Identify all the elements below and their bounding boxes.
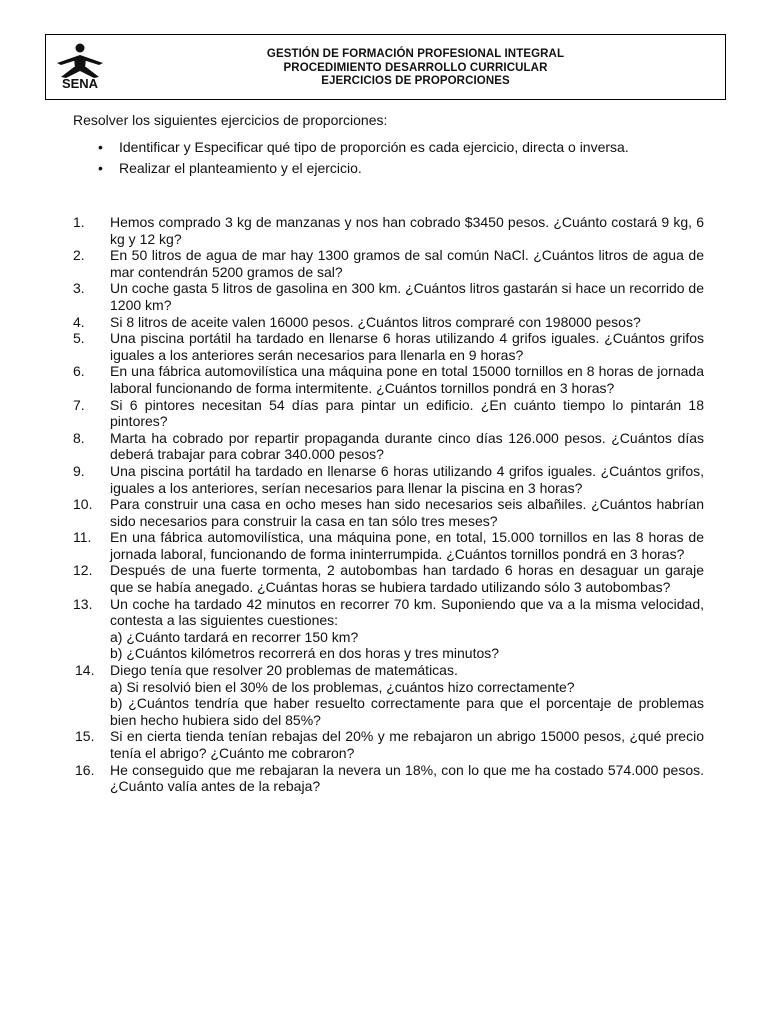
header-line-3: EJERCICIOS DE PROPORCIONES — [321, 75, 510, 87]
exercise-number: 10. — [73, 496, 93, 513]
exercise-text: Una piscina portátil ha tardado en llenarse 6 horas utilizando 4 grifos iguales. ¿Cuántos grifos iguales a los anteriores serán necesarios para llenarla en 9 horas? — [110, 330, 704, 363]
exercise-subquestion: a) Si resolvió bien el 30% de los problemas, ¿cuántos hizo correctamente? — [110, 678, 575, 695]
exercise-item — [73, 214, 704, 247]
exercise-text: Diego tenía que resolver 20 problemas de matemáticas. — [110, 662, 458, 679]
exercise-subquestion: a) ¿Cuánto tardará en recorrer 150 km? — [110, 628, 359, 645]
exercise-item — [73, 397, 704, 430]
exercise-item — [73, 247, 704, 280]
exercise-item — [73, 662, 704, 728]
intro-text: Resolver los siguientes ejercicios de proporciones: — [73, 112, 388, 128]
instruction-item: • Identificar y Especificar qué tipo de proporción es cada ejercicio, directa o inversa. — [96, 139, 629, 156]
exercise-item — [73, 728, 704, 761]
exercise-text: En 50 litros de agua de mar hay 1300 gramos de sal común NaCl. ¿Cuántos litros de agua de mar contendrán 5200 gramos de sal? — [110, 247, 704, 280]
exercise-text: Una piscina portátil ha tardado en llenarse 6 horas utilizando 4 grifos iguales. ¿Cuántos grifos, iguales a los anteriores, serían necesarios para llenar la piscina en 3 horas? — [110, 462, 704, 496]
exercise-number: 15. — [75, 728, 95, 745]
header-title — [136, 48, 695, 89]
document-header — [45, 34, 726, 100]
exercise-text: Para construir una casa en ocho meses han sido necesarios seis albañiles. ¿Cuántos habrían sido necesarios para construir la casa en tan sólo tres meses? — [110, 496, 704, 529]
exercise-number: 14. — [75, 662, 95, 679]
exercise-text: Un coche gasta 5 litros de gasolina en 300 km. ¿Cuántos litros gastarán si hace un recorrido de 1200 km? — [110, 280, 704, 313]
exercise-text: Un coche ha tardado 42 minutos en recorrer 70 km. Suponiendo que va a la misma velocidad, contesta a las siguientes cuestiones: — [110, 595, 704, 629]
exercise-number: 8. — [73, 429, 85, 446]
exercise-item — [73, 463, 704, 496]
instruction-item: • Realizar el planteamiento y el ejercicio. — [96, 160, 629, 177]
sena-logo-icon — [49, 41, 111, 91]
exercise-item — [73, 430, 704, 463]
exercise-text: Hemos comprado 3 kg de manzanas y nos han cobrado $3450 pesos. ¿Cuánto costará 9 kg, 6 kg y 12 kg? — [110, 214, 704, 247]
exercise-item — [73, 314, 704, 331]
exercise-number: 3. — [73, 280, 85, 297]
exercise-text: Si en cierta tienda tenían rebajas del 20% y me rebajaron un abrigo 15000 pesos, ¿qué precio tenía el abrigo? ¿Cuánto me cobraron? — [110, 728, 704, 761]
exercise-item — [73, 562, 704, 595]
exercise-item — [73, 596, 704, 662]
exercise-text: Si 8 litros de aceite valen 16000 pesos. ¿Cuántos litros compraré con 198000 pesos? — [110, 313, 641, 330]
exercise-number: 5. — [73, 330, 85, 347]
exercise-item — [73, 330, 704, 363]
exercise-number: 4. — [73, 313, 85, 330]
exercise-number: 11. — [73, 529, 92, 546]
exercise-text: En una fábrica automovilística, una máquina pone, en total, 15.000 tornillos en las 8 horas de jornada laboral, funcionando de forma ininterrumpida. ¿Cuántos tornillos pondrá en 3 horas? — [110, 529, 704, 562]
exercise-text: Después de una fuerte tormenta, 2 autobombas han tardado 6 horas en desaguar un garaje que se había anegado. ¿Cuántas horas se hubiera tardado utilizando sólo 3 autobombas? — [110, 562, 704, 596]
instruction-list — [96, 139, 629, 181]
exercise-item — [73, 762, 704, 795]
exercise-number: 1. — [73, 214, 85, 230]
exercise-item — [73, 363, 704, 396]
exercise-number: 6. — [73, 363, 85, 380]
exercise-text: Si 6 pintores necesitan 54 días para pintar un edificio. ¿En cuánto tiempo lo pintarán 18 pintores? — [110, 396, 704, 430]
exercise-number: 7. — [73, 396, 85, 413]
exercise-list — [73, 214, 704, 795]
exercise-subquestion: b) ¿Cuántos tendría que haber resuelto correctamente para que el porcentaje de problemas bien hecho hubiera sido del 85%? — [110, 695, 704, 728]
exercise-subquestion: b) ¿Cuántos kilómetros recorrerá en dos horas y tres minutos? — [110, 645, 500, 662]
header-line-2: PROCEDIMIENTO DESARROLLO CURRICULAR — [283, 61, 548, 74]
exercise-number: 13. — [73, 595, 93, 612]
logo-text: SENA — [61, 76, 99, 91]
exercise-item — [73, 496, 704, 529]
exercise-number: 12. — [73, 562, 93, 579]
exercise-text: He conseguido que me rebajaran la nevera un 18%, con lo que me ha costado 574.000 pesos. ¿Cuánto valía antes de la rebaja? — [110, 761, 704, 795]
exercise-text: En una fábrica automovilística una máquina pone en total 15000 tornillos en 8 horas de jornada laboral funcionando de forma intermitente. ¿Cuántos tornillos pondrá en 3 horas? — [110, 363, 704, 396]
exercise-text: Marta ha cobrado por repartir propaganda durante cinco días 126.000 pesos. ¿Cuántos días deberá trabajar para cobrar 340.000 pesos? — [110, 429, 704, 463]
exercise-item — [73, 529, 704, 562]
exercise-number: 2. — [73, 247, 85, 264]
exercise-item — [73, 280, 704, 313]
exercise-number: 9. — [73, 462, 85, 479]
exercise-number: 16. — [75, 761, 95, 778]
header-line-1: GESTIÓN DE FORMACIÓN PROFESIONAL INTEGRAL — [266, 48, 565, 60]
